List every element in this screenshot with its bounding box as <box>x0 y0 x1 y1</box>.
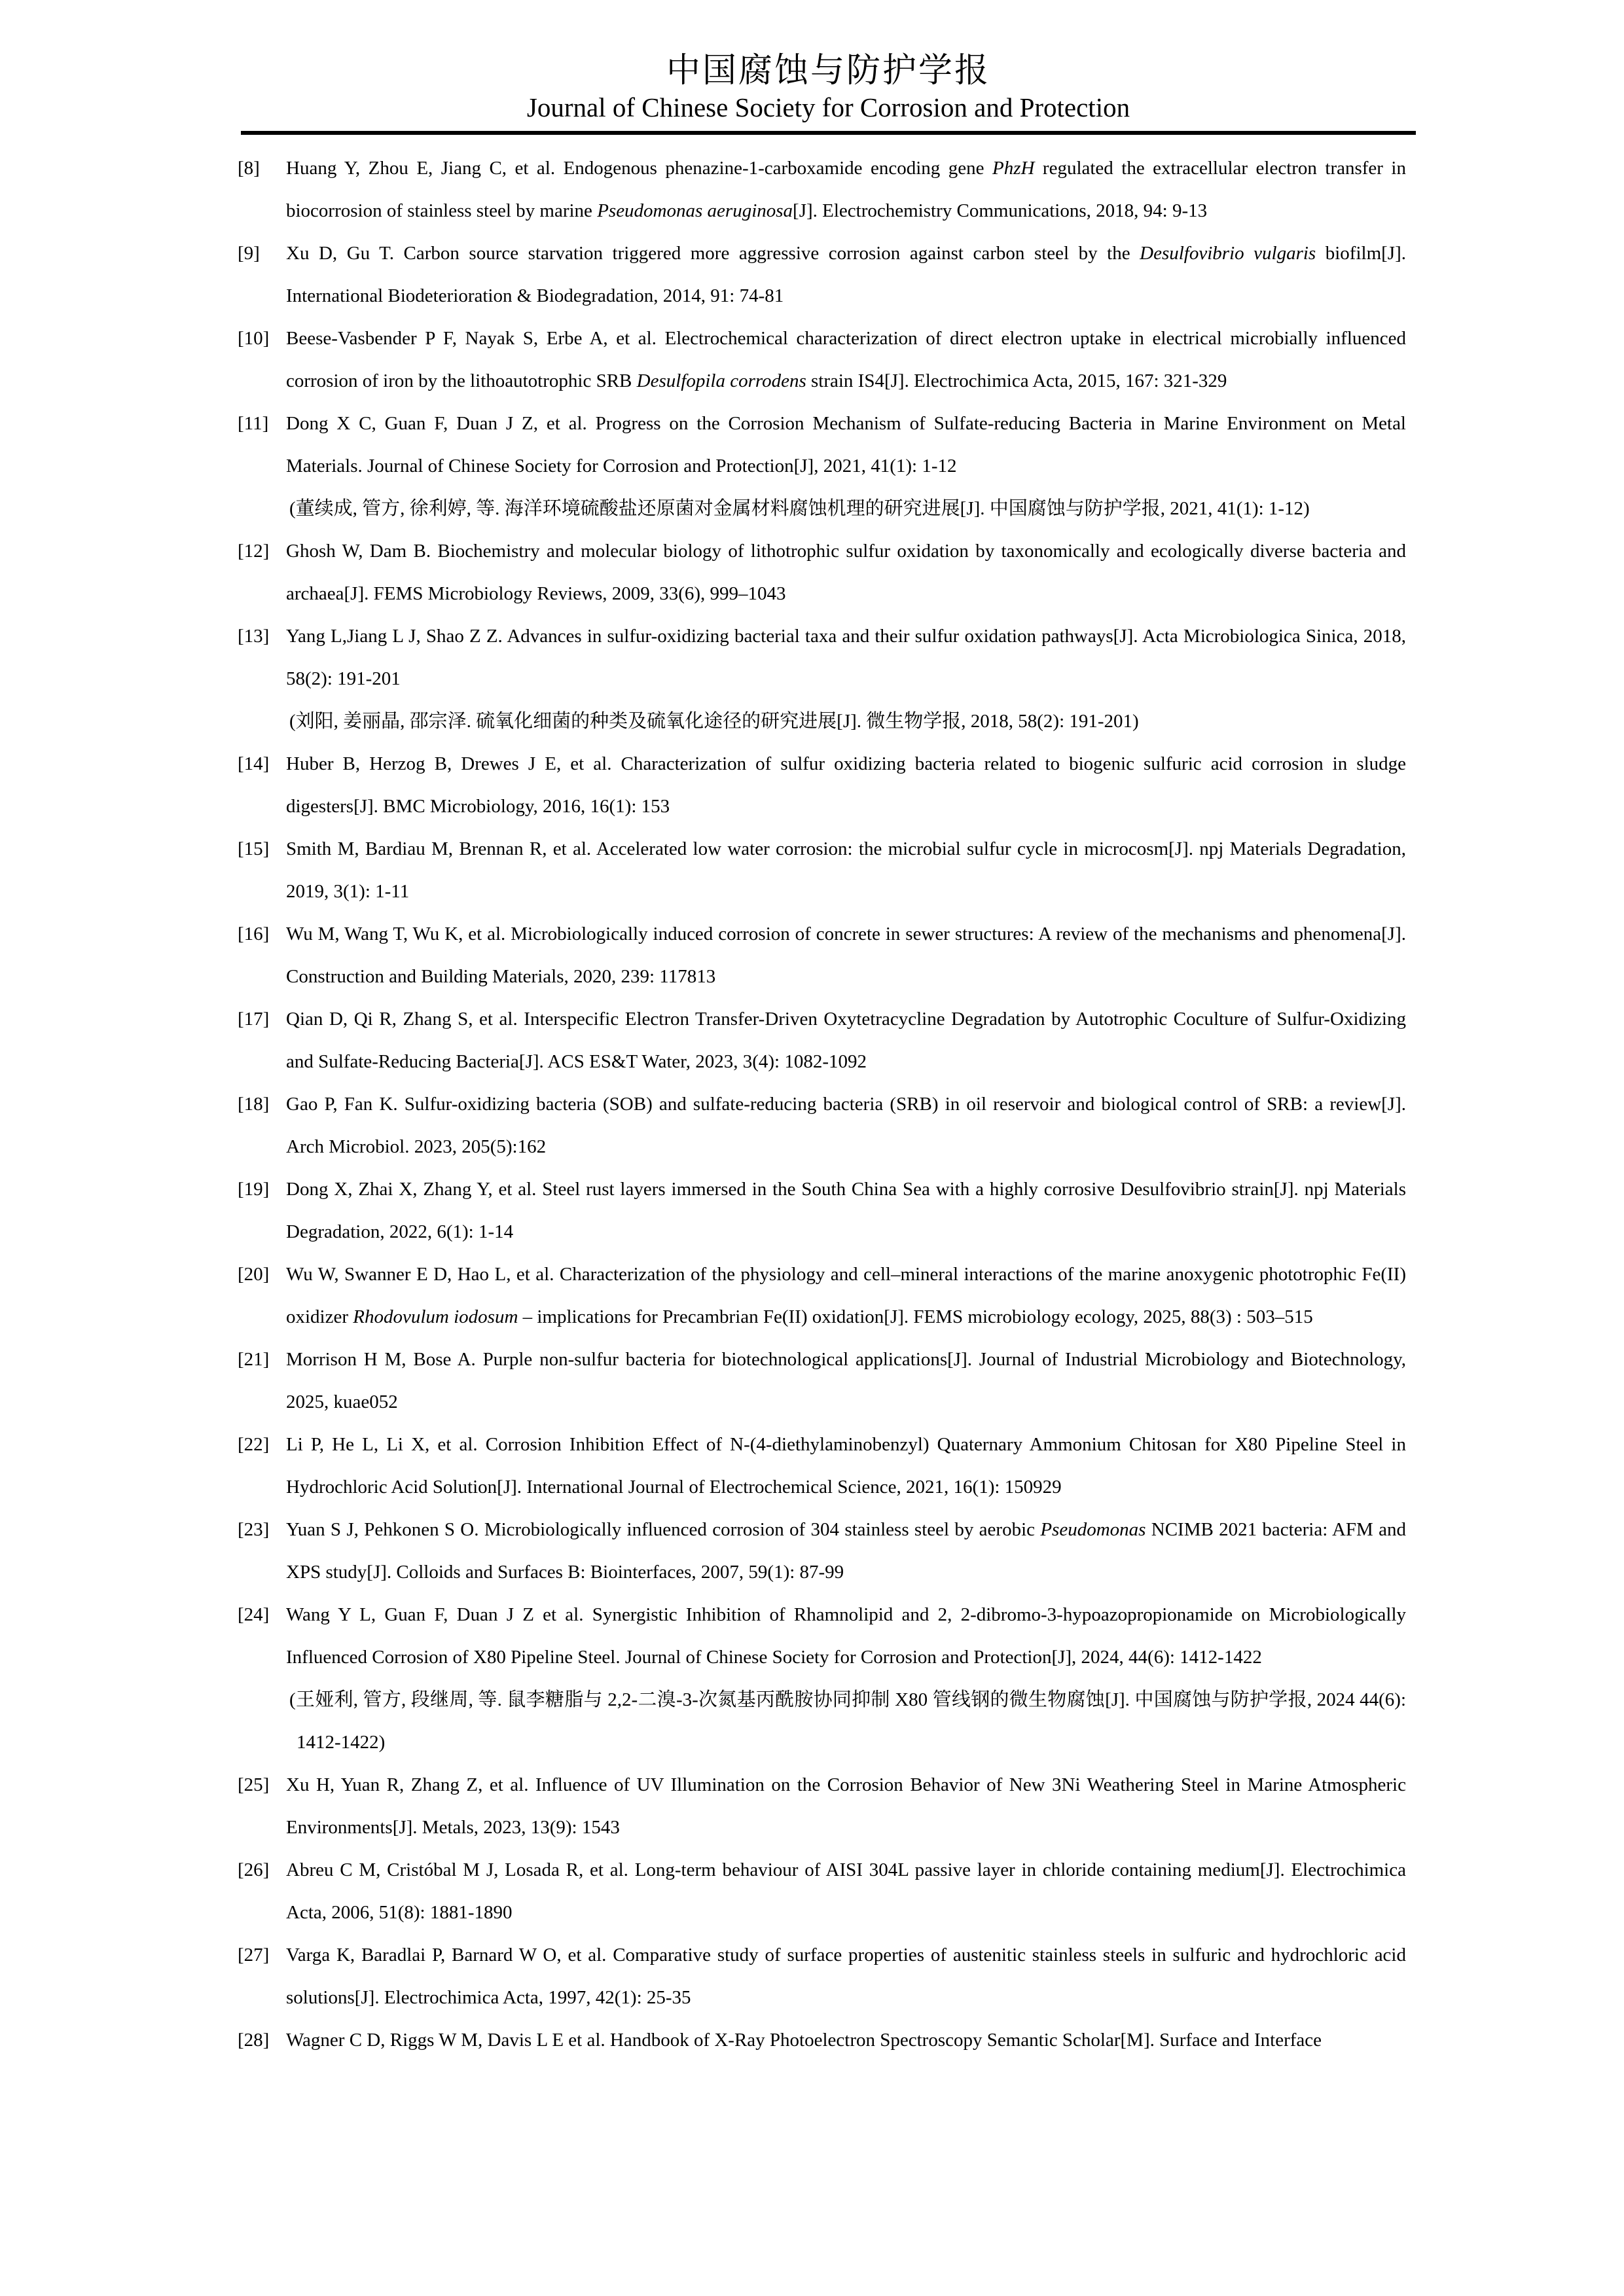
reference-text <box>286 753 1406 817</box>
reference-item <box>238 1083 1406 1168</box>
reference-number: [9] <box>238 243 260 264</box>
reference-number: [11] <box>238 413 269 434</box>
ref-text-segment: Smith M, Bardiau M, Brennan R, et al. Accelerated low water corrosion: the microbial sulfur cycle in microcosm[J]. npj Materials Degradation, 2019, 3(1): 1-11 <box>286 838 1406 902</box>
ref-text-segment: Qian D, Qi R, Zhang S, et al. Interspecific Electron Transfer-Driven Oxytetracycline Degradation by Autotrophic Coculture of Sulfur-Oxidizing and Sulfate-Reducing Bacteria[J]. ACS ES&T Water, 2023, 3(4): 1082-1092 <box>286 1009 1406 1072</box>
ref-text-segment: strain IS4[J]. Electrochimica Acta, 2015, 167: 321-329 <box>806 370 1227 391</box>
reference-item <box>238 998 1406 1083</box>
ref-text-segment: NCIMB 2021 bacteria: AFM and XPS study[J]. Colloids and Surfaces B: Biointerfaces, 2007, 59(1): 87-99 <box>286 1519 1406 1583</box>
reference-number: [12] <box>238 541 270 562</box>
reference-number: [23] <box>238 1519 270 1540</box>
ref-text-segment: Varga K, Baradlai P, Barnard W O, et al. Comparative study of surface properties of austenitic stainless steels in sulfuric and hydrochloric acid solutions[J]. Electrochimica Acta, 1997, 42(1): 25-35 <box>286 1945 1406 2008</box>
reference-number: [22] <box>238 1434 270 1455</box>
reference-item <box>238 232 1406 317</box>
reference-number: [18] <box>238 1094 270 1115</box>
ref-text-segment: Yuan S J, Pehkonen S O. Microbiologically influenced corrosion of 304 stainless steel by aerobic <box>286 1519 1041 1540</box>
reference-text <box>286 626 1406 689</box>
species-name-italic: PhzH <box>992 158 1035 179</box>
header-rule <box>241 131 1416 135</box>
ref-text-segment: Wang Y L, Guan F, Duan J Z et al. Synergistic Inhibition of Rhamnolipid and 2, 2-dibromo-3-hypoazopropionamide on Microbiologically Influenced Corrosion of X80 Pipeline Steel. Journal of Chinese Society for Corrosion and Protection[J], 2024, 44(6): 1412-1422 <box>286 1604 1406 1668</box>
reference-text <box>286 1179 1406 1242</box>
reference-text <box>286 1009 1406 1072</box>
reference-item <box>238 913 1406 998</box>
ref-text-segment: Ghosh W, Dam B. Biochemistry and molecular biology of lithotrophic sulfur oxidation by taxonomically and ecologically diverse bacteria and archaea[J]. FEMS Microbiology Reviews, 2009, 33(6), 999–1043 <box>286 541 1406 604</box>
reference-text <box>286 1859 1406 1923</box>
reference-number: [13] <box>238 626 270 647</box>
reference-text <box>286 1264 1406 1327</box>
ref-text-segment: Li P, He L, Li X, et al. Corrosion Inhibition Effect of N-(4-diethylaminobenzyl) Quaternary Ammonium Chitosan for X80 Pipeline Steel in Hydrochloric Acid Solution[J]. International Journal of Electrochemical Science, 2021, 16(1): 150929 <box>286 1434 1406 1498</box>
reference-number: [21] <box>238 1349 270 1370</box>
reference-text <box>286 328 1406 391</box>
reference-item <box>238 615 1406 743</box>
reference-text <box>286 1434 1406 1498</box>
reference-item <box>238 317 1406 403</box>
ref-text-segment: Wu W, Swanner E D, Hao L, et al. Characterization of the physiology and cell–mineral interactions of the marine anoxygenic phototrophic Fe(II) oxidizer <box>286 1264 1406 1327</box>
reference-text-chinese: (董续成, 管方, 徐利婷, 等. 海洋环境硫酸盐还原菌对金属材料腐蚀机理的研究进展[J]. 中国腐蚀与防护学报, 2021, 41(1): 1-12) <box>289 498 1310 519</box>
reference-number: [10] <box>238 328 270 349</box>
page-header <box>241 0 1416 124</box>
species-name-italic: Desulfovibrio vulgaris <box>1140 243 1316 264</box>
reference-number: [19] <box>238 1179 270 1200</box>
ref-text-segment: Huber B, Herzog B, Drewes J E, et al. Characterization of sulfur oxidizing bacteria related to biogenic sulfuric acid corrosion in sludge digesters[J]. BMC Microbiology, 2016, 16(1): 153 <box>286 753 1406 817</box>
ref-text-segment: – implications for Precambrian Fe(II) oxidation[J]. FEMS microbiology ecology, 2025, 88(3) : 503–515 <box>518 1306 1313 1327</box>
ref-text-segment: Xu H, Yuan R, Zhang Z, et al. Influence of UV Illumination on the Corrosion Behavior of New 3Ni Weathering Steel in Marine Atmospheric Environments[J]. Metals, 2023, 13(9): 1543 <box>286 1774 1406 1838</box>
journal-title-english: Journal of Chinese Society for Corrosion and Protection <box>526 92 1130 122</box>
reference-text <box>286 2030 1322 2051</box>
journal-title-chinese: 中国腐蚀与防护学报 <box>666 52 990 90</box>
reference-item <box>238 1934 1406 2019</box>
reference-number: [24] <box>238 1604 270 1625</box>
ref-text-segment: Beese-Vasbender P F, Nayak S, Erbe A, et al. Electrochemical characterization of direct electron uptake in electrical microbially influenced corrosion of iron by the lithoautotrophic SRB <box>286 328 1406 391</box>
reference-text-chinese: (王娅利, 管方, 段继周, 等. 鼠李糖脂与 2,2-二溴-3-次氮基丙酰胺协同抑制 X80 管线钢的微生物腐蚀[J]. 中国腐蚀与防护学报, 2024 44(6): 1412-1422) <box>289 1689 1406 1753</box>
ref-text-segment: Gao P, Fan K. Sulfur-oxidizing bacteria (SOB) and sulfate-reducing bacteria (SRB) in oil reservoir and biological control of SRB: a review[J]. Arch Microbiol. 2023, 205(5):162 <box>286 1094 1406 1157</box>
reference-number: [20] <box>238 1264 270 1285</box>
reference-number: [14] <box>238 753 270 774</box>
reference-item <box>238 1849 1406 1934</box>
reference-item <box>238 147 1406 232</box>
species-name-italic: Pseudomonas <box>1040 1519 1146 1540</box>
species-name-italic: Pseudomonas aeruginosa <box>597 200 793 221</box>
species-name-italic: Rhodovulum iodosum <box>353 1306 518 1327</box>
ref-text-segment: Wagner C D, Riggs W M, Davis L E et al. Handbook of X-Ray Photoelectron Spectroscopy Semantic Scholar[M]. Surface and Interface <box>286 2030 1322 2051</box>
reference-text-chinese: (刘阳, 姜丽晶, 邵宗泽. 硫氧化细菌的种类及硫氧化途径的研究进展[J]. 微生物学报, 2018, 58(2): 191-201) <box>289 711 1139 732</box>
reference-number: [25] <box>238 1774 270 1795</box>
ref-text-segment: Yang L,Jiang L J, Shao Z Z. Advances in sulfur-oxidizing bacterial taxa and their sulfur oxidation pathways[J]. Acta Microbiologica Sinica, 2018, 58(2): 191-201 <box>286 626 1406 689</box>
reference-number: [17] <box>238 1009 270 1030</box>
reference-item <box>238 2019 1406 2062</box>
reference-number: [15] <box>238 838 270 859</box>
reference-item <box>238 1424 1406 1509</box>
reference-text <box>286 924 1406 987</box>
species-name-italic: Desulfopila corrodens <box>636 370 806 391</box>
reference-number: [16] <box>238 924 270 944</box>
reference-item <box>238 1338 1406 1424</box>
reference-item <box>238 1509 1406 1594</box>
reference-text <box>286 243 1406 306</box>
reference-list <box>238 147 1406 2062</box>
ref-text-segment: [J]. Electrochemistry Communications, 2018, 94: 9-13 <box>793 200 1208 221</box>
ref-text-segment: Dong X, Zhai X, Zhang Y, et al. Steel rust layers immersed in the South China Sea with a highly corrosive Desulfovibrio strain[J]. npj Materials Degradation, 2022, 6(1): 1-14 <box>286 1179 1406 1242</box>
ref-text-segment: regulated the extracellular electron transfer in biocorrosion of stainless steel by marine <box>286 158 1406 221</box>
reference-text <box>286 1945 1406 2008</box>
ref-text-segment: Morrison H M, Bose A. Purple non-sulfur bacteria for biotechnological applications[J]. Journal of Industrial Microbiology and Biotechnology, 2025, kuae052 <box>286 1349 1406 1412</box>
reference-number: [26] <box>238 1859 270 1880</box>
ref-text-segment: Wu M, Wang T, Wu K, et al. Microbiologically induced corrosion of concrete in sewer structures: A review of the mechanisms and phenomena[J]. Construction and Building Materials, 2020, 239: 117813 <box>286 924 1406 987</box>
ref-text-segment: Abreu C M, Cristóbal M J, Losada R, et al. Long-term behaviour of AISI 304L passive layer in chloride containing medium[J]. Electrochimica Acta, 2006, 51(8): 1881-1890 <box>286 1859 1406 1923</box>
reference-text <box>286 1349 1406 1412</box>
reference-text <box>286 1519 1406 1583</box>
reference-number: [27] <box>238 1945 270 1965</box>
reference-item <box>238 828 1406 913</box>
reference-item <box>238 1764 1406 1849</box>
reference-text <box>286 1094 1406 1157</box>
reference-text <box>286 541 1406 604</box>
reference-item <box>238 1168 1406 1253</box>
reference-item <box>238 1594 1406 1764</box>
reference-item <box>238 403 1406 530</box>
ref-text-segment: biofilm[J]. International Biodeterioration & Biodegradation, 2014, 91: 74-81 <box>286 243 1406 306</box>
reference-number: [28] <box>238 2030 270 2051</box>
reference-text <box>286 1774 1406 1838</box>
reference-text <box>286 1604 1406 1668</box>
ref-text-segment: Huang Y, Zhou E, Jiang C, et al. Endogenous phenazine-1-carboxamide encoding gene <box>286 158 992 179</box>
reference-text <box>286 413 1406 476</box>
reference-text <box>286 838 1406 902</box>
reference-text <box>286 158 1406 221</box>
reference-item <box>238 530 1406 615</box>
reference-item <box>238 1253 1406 1338</box>
ref-text-segment: Xu D, Gu T. Carbon source starvation triggered more aggressive corrosion against carbon steel by the <box>286 243 1140 264</box>
reference-number: [8] <box>238 158 260 179</box>
reference-item <box>238 743 1406 828</box>
ref-text-segment: Dong X C, Guan F, Duan J Z, et al. Progress on the Corrosion Mechanism of Sulfate-reducing Bacteria in Marine Environment on Metal Materials. Journal of Chinese Society for Corrosion and Protection[J], 2021, 41(1): 1-12 <box>286 413 1406 476</box>
